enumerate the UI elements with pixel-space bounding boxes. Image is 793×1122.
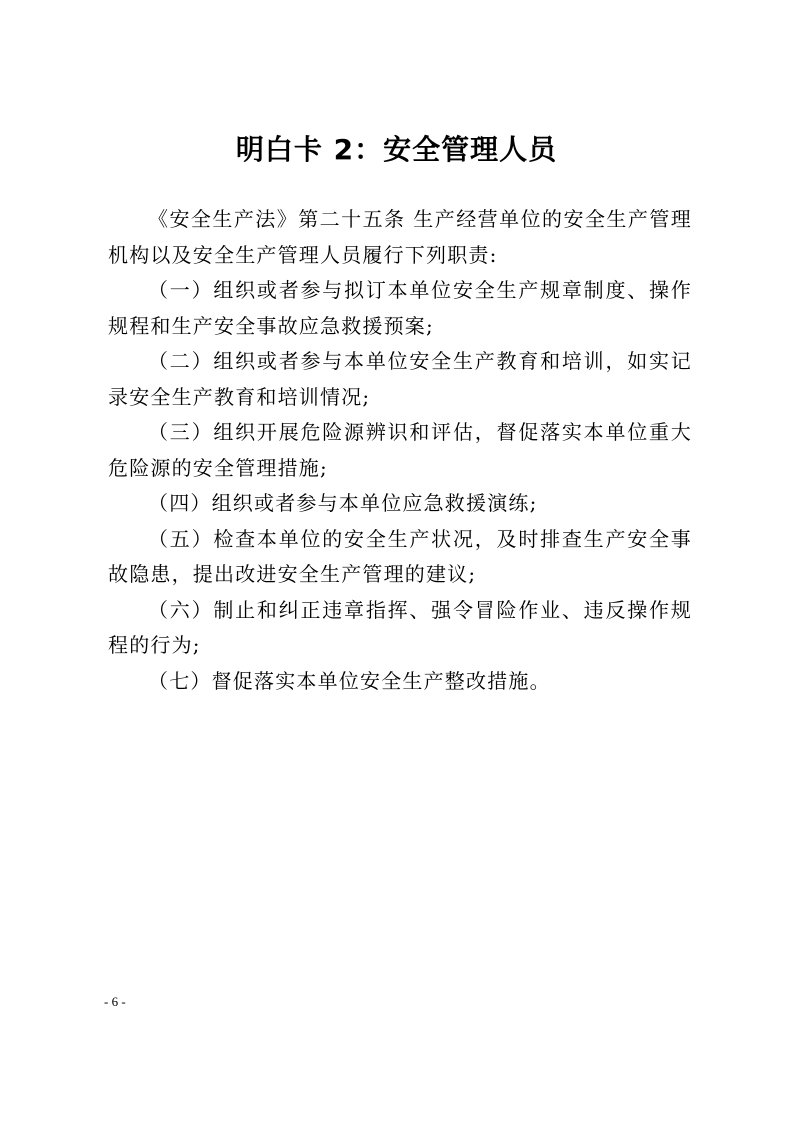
paragraph-duty-7: （七）督促落实本单位安全生产整改措施。 <box>148 668 551 693</box>
document-body <box>108 202 692 699</box>
paragraph-duty-3: （三）组织开展危险源辨识和评估，督促落实本单位重大危险源的安全管理措施; <box>108 420 692 480</box>
paragraph-duty-2: （二）组织或者参与本单位安全生产教育和培训，如实记录安全生产教育和培训情况; <box>108 349 692 409</box>
paragraph-intro: 《安全生产法》第二十五条 生产经营单位的安全生产管理机构以及安全生产管理人员履行下列职责: <box>108 207 692 267</box>
page-number: - 6 - <box>104 994 126 1009</box>
page-title: 明白卡 2：安全管理人员 <box>235 133 558 166</box>
paragraph-duty-1: （一）组织或者参与拟订本单位安全生产规章制度、操作规程和生产安全事故应急救援预案; <box>108 278 692 338</box>
paragraph-duty-6: （六）制止和纠正违章指挥、强令冒险作业、违反操作规程的行为; <box>108 597 692 657</box>
paragraph-duty-5: （五）检查本单位的安全生产状况，及时排查生产安全事故隐患，提出改进安全生产管理的建议; <box>108 526 692 586</box>
paragraph-duty-4: （四）组织或者参与本单位应急救援演练; <box>148 491 538 515</box>
